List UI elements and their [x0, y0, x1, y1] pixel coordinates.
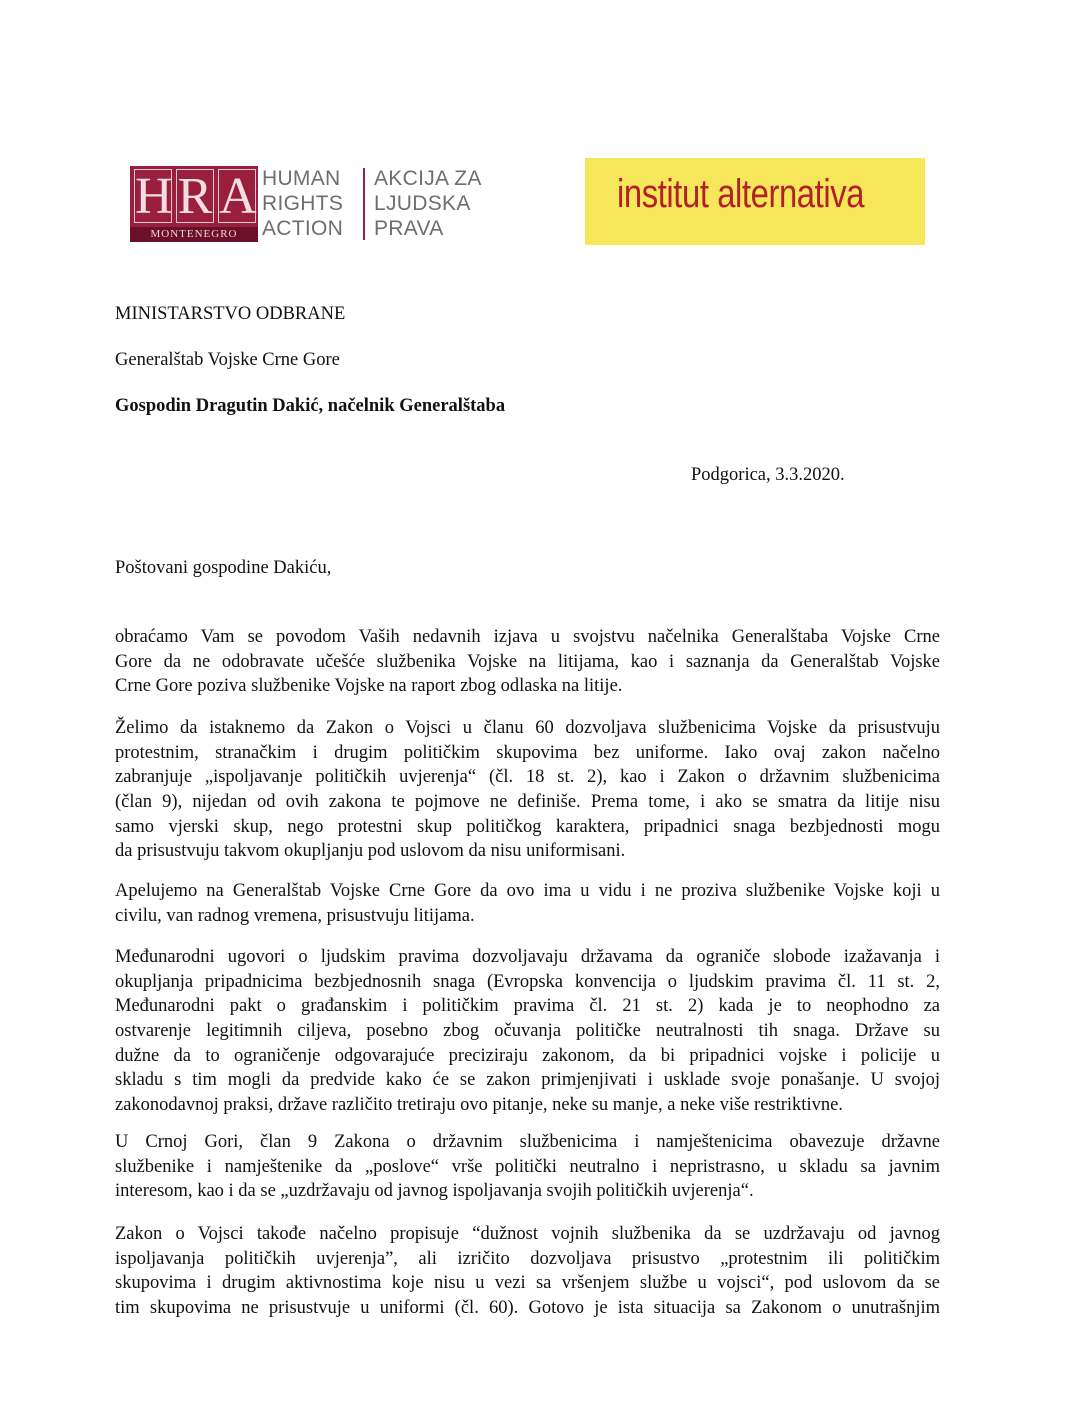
paragraph-5 — [115, 1130, 940, 1204]
text-line: samo vjerski skup, nego protestni skup političkog karaktera, pripadnici snaga bezbjednosti mogu — [115, 816, 940, 837]
salutation: Poštovani gospodine Dakiću, — [115, 558, 332, 578]
text-line: obraćamo Vam se povodom Vaših nedavnih izjava u svojstvu načelnika Generalštaba Vojske Crne — [115, 627, 940, 647]
ia-logo-text: institut alternativa — [617, 172, 865, 216]
hra-local-line: LJUDSKA — [374, 192, 471, 215]
text-line: dužne da to ograničenje odgovarajuće preciziraju zakonom, da bi pripadnici vojske i policije u — [115, 1045, 940, 1066]
institut-alternativa-logo — [585, 158, 925, 245]
hra-local-name — [374, 166, 482, 241]
text-line: okupljanja pripadnicima bezbjednosnih snaga (Evropska konvencija o ljudskim pravima čl. 11 st. 2, — [115, 971, 940, 992]
text-line: skladu s tim mogli da predvide kako će se zakon primjenjivati i usklade svoje ponašanje. U svojoj — [115, 1070, 940, 1091]
paragraph-2 — [115, 716, 940, 864]
text-line: interesom, kao i da se „uzdržavaju od javnog ispoljavanja svojih političkih uvjerenja“. — [115, 1181, 754, 1202]
hra-english-name — [262, 166, 343, 241]
text-line: skupovima i drugim aktivnostima koje nisu u vezi sa vršenjem službe u vojsci“, pod uslovom da se — [115, 1273, 940, 1294]
hra-english-line: ACTION — [262, 217, 344, 240]
text-line: U Crnoj Gori, član 9 Zakona o državnim službenicima i namještenicima obavezuje državne — [115, 1132, 940, 1152]
recipient-name: Gospodin Dragutin Dakić, načelnik Generalštaba — [115, 396, 506, 416]
text-line: Međunarodni pakt o građanskim i političkim pravima čl. 21 st. 2) kada je to neophodno za — [115, 996, 940, 1017]
text-line: civilu, van radnog vremena, prisustvuju litijama. — [115, 905, 475, 926]
paragraph-4 — [115, 945, 940, 1118]
hra-local-line: PRAVA — [374, 217, 444, 240]
text-line: Crne Gore poziva službenike Vojske na raport zbog odlaska na litije. — [115, 676, 623, 697]
text-line: Gore da ne odobravate učešće službenika Vojske na litijama, kao i saznanja da Generalštab Vojske — [115, 651, 940, 672]
hra-country: MONTENEGRO — [130, 227, 258, 242]
text-line: (član 9), nijedan od ovih zakona te pojmove ne definiše. Prema tome, i ako se smatra da litije nisu — [115, 792, 940, 813]
text-line: tim skupovima ne prisustvuje u uniformi (čl. 60). Gotovo je ista situacija sa Zakonom o unutrašnjim — [115, 1298, 940, 1319]
hra-letter-a: A — [219, 168, 257, 225]
text-line: ostvarenje legitimnih ciljeva, posebno zbog očuvanja političke neutralnosti tih snaga. Države su — [115, 1021, 940, 1042]
hra-logo — [130, 166, 482, 244]
paragraph-1 — [115, 625, 940, 699]
text-line: Zakon o Vojsci takođe načelno propisuje “dužnost vojnih službenika da se uzdržavaju od javnog — [115, 1224, 940, 1244]
text-line: ispoljavanja političkih uvjerenja”, ali izričito dozvoljava prisustvo „protestnim ili političkim — [115, 1248, 940, 1269]
text-line: Međunarodni ugovori o ljudskim pravima dozvoljavaju državama da ograniče slobode izažavanja i — [115, 947, 940, 967]
text-line: zabranjuje „ispoljavanje političkih uvjerenja“ (čl. 18 st. 2), kao i Zakon o državnim službenicima — [115, 767, 940, 788]
recipient-org: MINISTARSTVO ODBRANE — [115, 304, 346, 324]
text-line: zakonodavnoj praksi, države različito tretiraju ovo pitanje, neke su manje, a neke više restriktivne. — [115, 1095, 843, 1116]
recipient-unit: Generalštab Vojske Crne Gore — [115, 350, 340, 370]
text-line: protestnim, stranačkim i drugim političkim skupovima bez uniforme. Iako ovaj zakon načelno — [115, 742, 940, 763]
text-line: Apelujemo na Generalštab Vojske Crne Gore da ovo ima u vidu i ne proziva službenike Vojske koji u — [115, 881, 940, 901]
hra-letter-h: H — [135, 168, 173, 225]
hra-letter-r: R — [177, 168, 213, 225]
hra-local-line: AKCIJA ZA — [374, 167, 482, 190]
text-line: Želimo da istaknemo da Zakon o Vojsci u članu 60 dozvoljava službenicima Vojske da prisustvuju — [115, 718, 940, 738]
hra-separator — [363, 168, 365, 240]
place-date: Podgorica, 3.3.2020. — [691, 465, 845, 485]
text-line: službenike i namještenike da „poslove“ vrše politički neutralno i nepristrasno, u skladu sa javnim — [115, 1156, 940, 1177]
hra-logo-box — [130, 166, 258, 242]
paragraph-6 — [115, 1222, 940, 1321]
text-line: da prisustvuju takvom okupljanju pod uslovom da nisu uniformisani. — [115, 841, 626, 862]
paragraph-3 — [115, 879, 940, 928]
hra-english-line: HUMAN — [262, 167, 341, 190]
hra-english-line: RIGHTS — [262, 192, 344, 215]
